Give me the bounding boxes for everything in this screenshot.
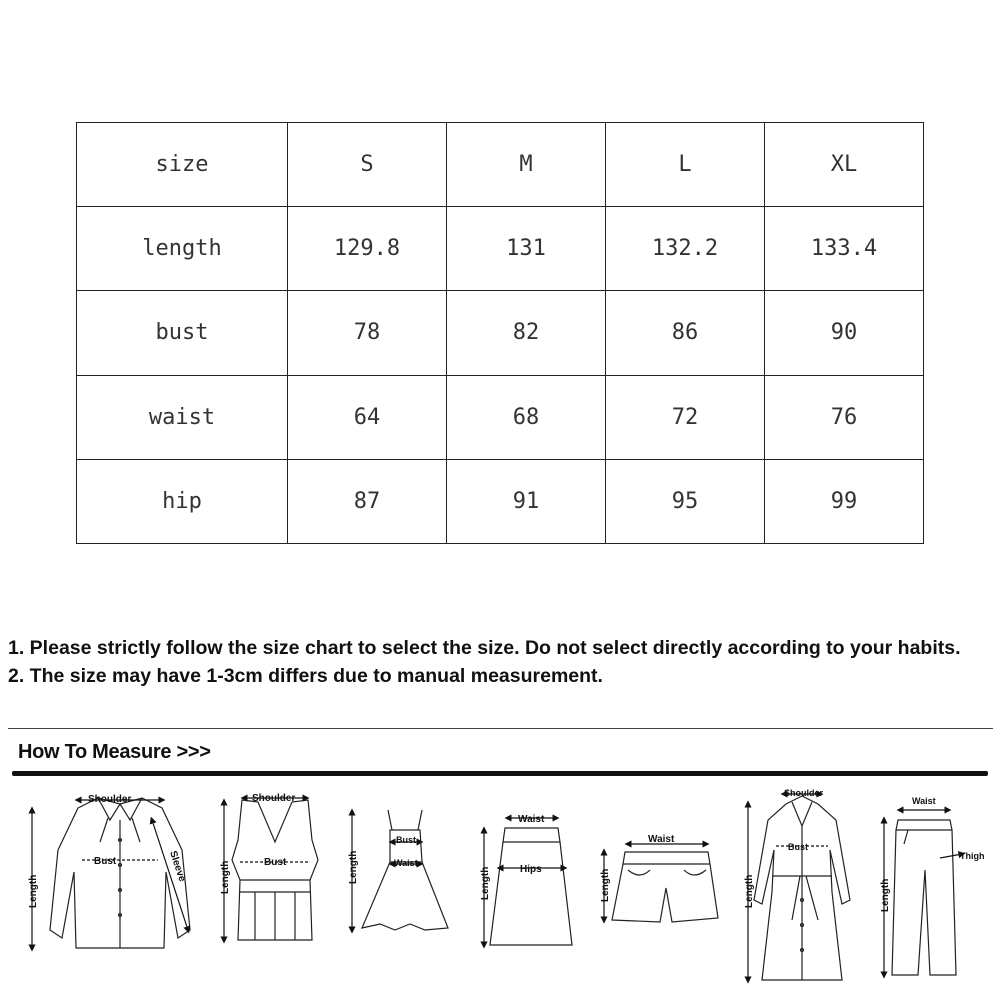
- how-to-measure-title: How To Measure >>>: [18, 741, 211, 763]
- size-cell: 133.4: [765, 207, 924, 291]
- trousers-icon: [884, 810, 962, 975]
- size-notes: [8, 634, 993, 690]
- dress-waist-label: Waist: [394, 858, 418, 868]
- how-to-measure-underline: [12, 771, 988, 776]
- dress-icon: [352, 810, 448, 930]
- size-cell: 86: [606, 291, 765, 375]
- trousers-length-label: Length: [880, 878, 891, 912]
- size-cell: S: [288, 123, 447, 207]
- vest-length-label: Length: [220, 860, 231, 894]
- skirt-icon: [484, 818, 572, 945]
- blouse-sleeve-label: Sleeve: [167, 849, 188, 884]
- size-cell: M: [447, 123, 606, 207]
- coat-length-label: Length: [744, 874, 755, 908]
- size-cell: 82: [447, 291, 606, 375]
- vest-shoulder-label: Shoulder: [252, 793, 296, 804]
- size-row: [77, 207, 924, 291]
- size-row: [77, 375, 924, 459]
- dress-bust-label: Bust: [396, 835, 416, 845]
- size-cell: 87: [288, 459, 447, 543]
- size-row: [77, 459, 924, 543]
- size-row-label: hip: [77, 459, 288, 543]
- note-line-2: 2. The size may have 1-3cm differs due to manual measurement.: [8, 665, 603, 687]
- size-cell: 68: [447, 375, 606, 459]
- measure-figures-svg: [0, 780, 1000, 1000]
- trench-coat-icon: [748, 794, 850, 980]
- skirt-length-label: Length: [480, 866, 491, 900]
- size-cell: 129.8: [288, 207, 447, 291]
- size-row-label: waist: [77, 375, 288, 459]
- size-cell: 90: [765, 291, 924, 375]
- size-cell: 131: [447, 207, 606, 291]
- size-cell: L: [606, 123, 765, 207]
- vest-top-icon: [224, 798, 318, 940]
- vest-bust-label: Bust: [264, 857, 287, 868]
- coat-shoulder-label: Shoulder: [784, 788, 824, 798]
- measure-figures: [0, 780, 1000, 1000]
- coat-bust-label: Bust: [788, 842, 808, 852]
- size-cell: 64: [288, 375, 447, 459]
- size-chart-body: [77, 123, 924, 544]
- size-cell: 132.2: [606, 207, 765, 291]
- shorts-icon: [604, 844, 718, 922]
- note-line-1: 1. Please strictly follow the size chart to select the size. Do not select directly according to your habits.: [8, 637, 961, 659]
- size-chart-table: [76, 122, 924, 544]
- size-cell: 99: [765, 459, 924, 543]
- skirt-waist-label: Waist: [518, 814, 545, 825]
- size-cell: 76: [765, 375, 924, 459]
- trousers-waist-label: Waist: [912, 796, 936, 806]
- size-row-label: length: [77, 207, 288, 291]
- size-cell: XL: [765, 123, 924, 207]
- size-row-label: bust: [77, 291, 288, 375]
- shorts-length-label: Length: [600, 868, 611, 902]
- size-cell: 91: [447, 459, 606, 543]
- size-row: [77, 291, 924, 375]
- size-row-label: size: [77, 123, 288, 207]
- skirt-hips-label: Hips: [520, 864, 542, 875]
- section-divider: [8, 728, 993, 729]
- trousers-thigh-label: Thigh: [960, 851, 985, 861]
- blouse-bust-label: Bust: [94, 856, 117, 867]
- blouse-length-label: Length: [28, 874, 39, 908]
- blouse-icon: [32, 798, 190, 948]
- blouse-shoulder-label: Shoulder: [88, 794, 132, 805]
- size-cell: 72: [606, 375, 765, 459]
- dress-length-label: Length: [348, 850, 359, 884]
- shorts-waist-label: Waist: [648, 834, 675, 845]
- size-header-row: [77, 123, 924, 207]
- size-cell: 78: [288, 291, 447, 375]
- size-cell: 95: [606, 459, 765, 543]
